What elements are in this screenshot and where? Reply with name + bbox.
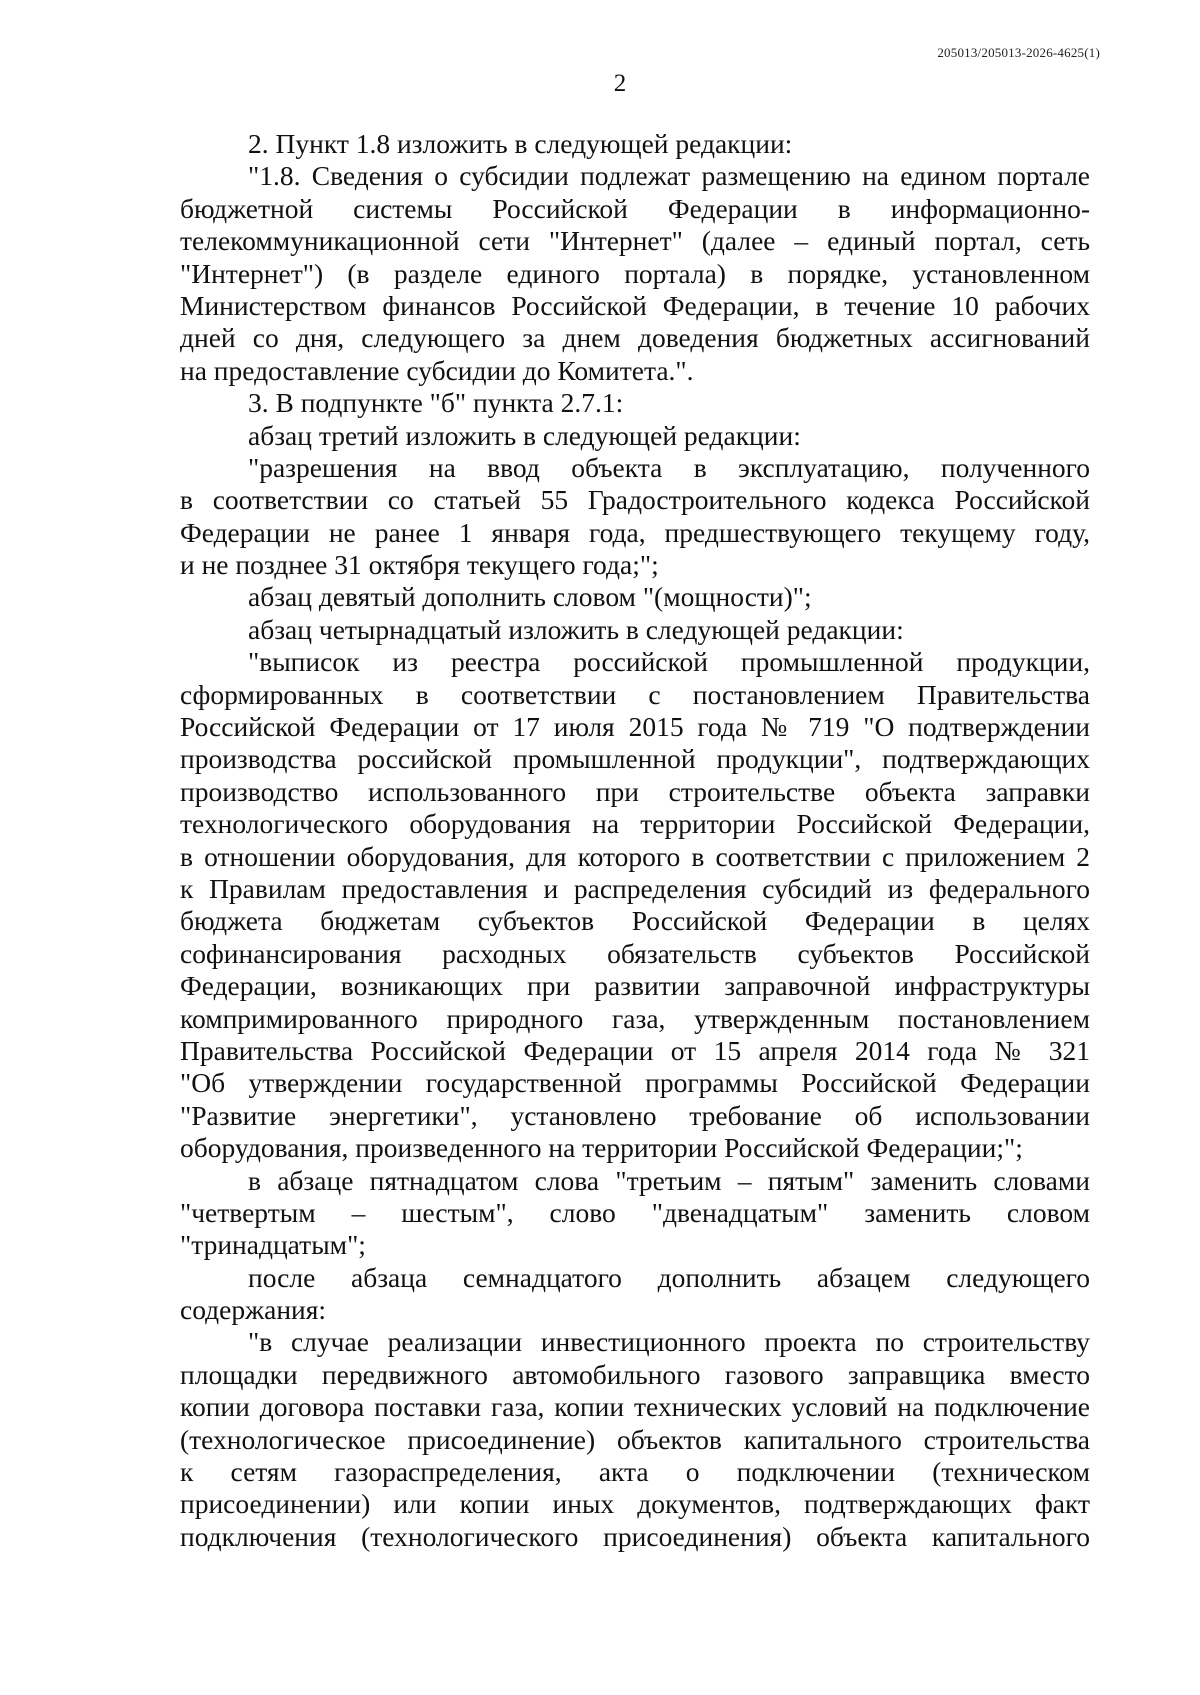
text-line: площадки передвижного автомобильного газового заправщика вместо: [180, 1358, 1090, 1390]
text-line: "1.8. Сведения о субсидии подлежат размещению на едином портале: [248, 160, 1090, 192]
text-line: абзац третий изложить в следующей редакции:: [248, 419, 801, 451]
text-line: 2. Пункт 1.8 изложить в следующей редакции:: [248, 128, 793, 159]
text-line: в отношении оборудования, для которого в соответствии с приложением 2: [180, 840, 1090, 872]
text-line: в соответствии со статьей 55 Градостроительного кодекса Российской: [180, 484, 1090, 516]
text-line: бюджета бюджетам субъектов Российской Федерации в целях: [180, 905, 1090, 937]
text-line: Российской Федерации от 17 июля 2015 года № 719 "О подтверждении: [180, 711, 1090, 743]
text-line: и не позднее 31 октября текущего года;";: [180, 549, 659, 581]
text-line: дней со дня, следующего за днем доведения бюджетных ассигнований: [180, 322, 1090, 354]
text-line: присоединении) или копии иных документов, подтверждающих факт: [180, 1488, 1090, 1520]
text-line: 3. В подпункте "б" пункта 2.7.1:: [248, 387, 624, 419]
text-line: "четвертым – шестым", слово "двенадцатым" заменить словом: [180, 1196, 1090, 1228]
text-line: производство использованного при строительстве объекта заправки: [180, 775, 1090, 807]
text-line: абзац девятый дополнить словом "(мощности)";: [248, 581, 812, 613]
text-line: бюджетной системы Российской Федерации в информационно-: [180, 192, 1090, 224]
text-line: абзац четырнадцатый изложить в следующей редакции:: [248, 613, 904, 645]
text-line: "выписок из реестра российской промышленной продукции,: [248, 646, 1090, 678]
text-line: к сетям газораспределения, акта о подключении (техническом: [180, 1456, 1090, 1488]
page-number: 2: [613, 70, 627, 97]
text-line: "Интернет") (в разделе единого портала) в порядке, установленном: [180, 257, 1090, 289]
text-line: "Об утверждении государственной программы Российской Федерации: [180, 1067, 1090, 1099]
text-line: после абзаца семнадцатого дополнить абзацем следующего: [248, 1261, 1090, 1293]
text-line: Федерации не ранее 1 января года, предшествующего текущему году,: [180, 516, 1090, 548]
text-line: технологического оборудования на территории Российской Федерации,: [180, 808, 1090, 840]
text-line: Министерством финансов Российской Федерации, в течение 10 рабочих: [180, 289, 1090, 321]
text-line: копии договора поставки газа, копии технических условий на подключение: [180, 1391, 1090, 1423]
text-line: производства российской промышленной продукции", подтверждающих: [180, 743, 1090, 775]
text-line: к Правилам предоставления и распределения субсидий из федерального: [180, 872, 1090, 904]
text-line: в абзаце пятнадцатом слова "третьим – пятым" заменить словами: [248, 1164, 1090, 1196]
text-line: (технологическое присоединение) объектов капитального строительства: [180, 1423, 1090, 1455]
text-line: подключения (технологического присоединения) объекта капитального: [180, 1520, 1090, 1552]
text-line: компримированного природного газа, утвержденным постановлением: [180, 1002, 1090, 1034]
document-body: [180, 128, 1090, 1553]
document-id: 205013/205013-2026-4625(1): [937, 45, 1100, 60]
text-line: сформированных в соответствии с постановлением Правительства: [180, 678, 1090, 710]
text-line: "в случае реализации инвестиционного проекта по строительству: [248, 1326, 1090, 1358]
text-line: "разрешения на ввод объекта в эксплуатацию, полученного: [248, 451, 1090, 483]
text-line: телекоммуникационной сети "Интернет" (далее – единый портал, сеть: [180, 225, 1090, 257]
text-line: "Развитие энергетики", установлено требование об использовании: [180, 1099, 1090, 1131]
text-line: содержания:: [180, 1294, 327, 1326]
text-line: софинансирования расходных обязательств субъектов Российской: [180, 937, 1090, 969]
text-line: Федерации, возникающих при развитии заправочной инфраструктуры: [180, 970, 1090, 1002]
text-line: на предоставление субсидии до Комитета.".: [180, 354, 694, 386]
text-line: Правительства Российской Федерации от 15 апреля 2014 года № 321: [180, 1034, 1090, 1066]
text-line: "тринадцатым";: [180, 1229, 366, 1261]
text-line: оборудования, произведенного на территории Российской Федерации;";: [180, 1132, 1023, 1164]
